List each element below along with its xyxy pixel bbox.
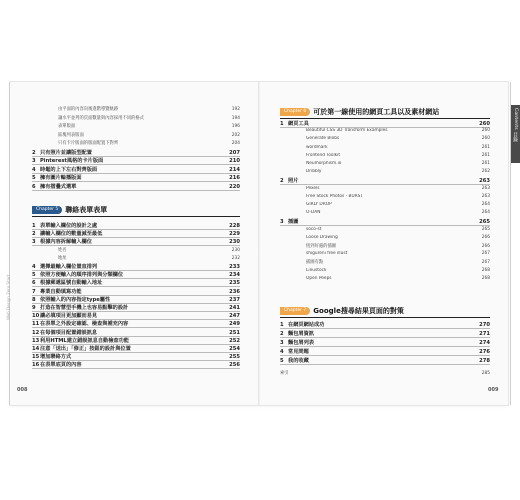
- toc-entry[interactable]: [32, 132, 240, 138]
- toc-entry-title: 只有卡片版面的版面配置下對齊: [58, 141, 119, 146]
- toc-entry-title: 專業自動填寫功能: [40, 288, 82, 295]
- toc-entry-title: 增加聯絡方式: [40, 354, 72, 361]
- book-gutter: [258, 82, 260, 405]
- toc-entry[interactable]: [280, 321, 490, 328]
- toc-entry-title: 擁有摺疊式選單: [40, 183, 77, 190]
- toc-entry-page: 251: [229, 329, 240, 336]
- entry-underline: [280, 328, 490, 329]
- toc-entry-page: 230: [229, 239, 240, 246]
- toc-entry-page: 229: [229, 231, 240, 238]
- toc-entry[interactable]: [32, 337, 240, 344]
- toc-entry-number: 7: [32, 288, 36, 295]
- toc-entry-page: 254: [229, 346, 240, 352]
- contents-side-tab: [511, 105, 520, 163]
- toc-entry-number: 6: [32, 280, 36, 287]
- toc-entry-title: 時髦的上下左右對齊版面: [40, 166, 98, 173]
- toc-entry-page: 268: [481, 267, 490, 273]
- toc-entry-number: 2: [280, 331, 284, 337]
- toc-entry-page: 194: [231, 115, 240, 121]
- chapter-title: Google搜尋結果頁面的對策: [313, 306, 404, 315]
- toc-entry-page: 235: [229, 280, 240, 287]
- toc-entry-page: 233: [229, 264, 240, 270]
- toc-entry-page: 249: [229, 321, 240, 328]
- toc-entry-page: 220: [229, 183, 240, 190]
- entry-underline: [280, 364, 490, 365]
- toc-entry[interactable]: [280, 251, 490, 256]
- toc-entry[interactable]: [32, 174, 240, 181]
- chapter-heading: [280, 106, 490, 117]
- toc-entry-page: 247: [229, 313, 240, 320]
- toc-entry[interactable]: [32, 255, 240, 261]
- toc-entry[interactable]: [280, 218, 490, 225]
- entry-underline: [32, 368, 240, 369]
- toc-entry[interactable]: [280, 357, 490, 364]
- toc-entry-page: 204: [231, 141, 240, 146]
- toc-entry-title: 讓水平並列的頁面數量與內容採用不同的格式: [58, 115, 144, 121]
- toc-entry-title: 插圖有點: [306, 260, 324, 266]
- toc-entry[interactable]: [32, 329, 240, 336]
- toc-entry[interactable]: [32, 115, 240, 121]
- toc-entry-title: Neumorphism.io: [306, 161, 342, 166]
- toc-entry-number: 8: [32, 296, 36, 303]
- toc-entry[interactable]: [32, 230, 240, 237]
- toc-entry-title: 常見問題: [288, 349, 309, 355]
- toc-entry[interactable]: [280, 169, 490, 174]
- toc-entry-page: 261: [481, 161, 490, 166]
- right-page-number: 009: [488, 387, 499, 393]
- toc-entry-number: 4: [32, 166, 36, 173]
- toc-entry-title: 利用HTML建立錯誤訊息自動檢查功能: [40, 337, 129, 344]
- toc-entry-title: 根據郵遞區號自動輸入地址: [40, 280, 103, 287]
- toc-entry-page: 264: [481, 202, 490, 207]
- toc-entry-number: 15: [32, 354, 40, 361]
- toc-entry-number: 12: [32, 329, 40, 336]
- toc-entry[interactable]: [32, 296, 240, 303]
- chapter-heading: [280, 305, 490, 316]
- toc-entry-title: 由平面的內容向後進階導覽軌跡: [58, 107, 119, 112]
- toc-entry[interactable]: [280, 128, 490, 133]
- toc-entry-page: 234: [229, 272, 240, 279]
- toc-entry-number: 4: [280, 349, 284, 355]
- toc-entry-title: Dribbly: [306, 169, 322, 175]
- toc-entry-number: 6: [32, 183, 36, 190]
- toc-entry[interactable]: [280, 268, 490, 273]
- contents-tab-en: Contents: [513, 108, 518, 130]
- toc-entry-title: 區塊列表版面: [58, 132, 84, 138]
- toc-entry-title: 表單輸入欄位的設計之處: [40, 223, 98, 229]
- toc-entry-number: 4: [32, 264, 36, 270]
- toc-entry[interactable]: [32, 263, 240, 270]
- toc-entry-title: 姓名: [58, 247, 67, 253]
- toc-entry-title: Loose Drawing: [306, 234, 338, 240]
- toc-entry-title: 在表單之外設定確認、檢查與補充內容: [40, 321, 129, 328]
- toc-entry-title: 插圖: [288, 219, 299, 226]
- toc-entry-title: 表單版面: [58, 124, 76, 129]
- toc-entry-page: 207: [229, 149, 240, 156]
- toc-entry[interactable]: [32, 353, 240, 360]
- toc-entry-title: 只有照片並讓版型配置: [40, 149, 92, 156]
- toc-entry-title: Open Peeps: [306, 275, 332, 281]
- toc-entry[interactable]: [32, 140, 240, 146]
- toc-entry-number: 3: [280, 219, 284, 226]
- toc-entry[interactable]: [280, 145, 490, 150]
- toc-entry-page: 266: [481, 244, 490, 249]
- entry-underline: [280, 346, 490, 347]
- toc-entry-page: 261: [481, 144, 490, 150]
- toc-entry-page: 262: [481, 169, 490, 175]
- toc-entry-title: 擁有圖片輪播版面: [40, 175, 82, 181]
- toc-entry-number: 5: [32, 175, 36, 181]
- toc-entry[interactable]: [32, 222, 240, 229]
- toc-entry-page: 256: [229, 362, 240, 369]
- toc-entry-title: 選擇最輸入欄位置直排列: [40, 264, 98, 270]
- toc-entry-title: 照片: [288, 178, 299, 185]
- toc-entry[interactable]: [32, 183, 240, 190]
- toc-entry-title: 讓必填項目更加顯而易見: [40, 313, 98, 320]
- toc-entry[interactable]: [280, 339, 490, 346]
- toc-entry-page: 271: [479, 331, 490, 337]
- toc-entry-title: soco-st: [306, 226, 322, 232]
- toc-entry-number: 16: [32, 362, 40, 369]
- toc-entry-number: 1: [280, 322, 284, 328]
- toc-entry-page: 265: [479, 219, 490, 226]
- toc-entry-number: 14: [32, 346, 40, 352]
- toc-entry-page: 263: [481, 193, 490, 199]
- toc-entry-number: 1: [32, 223, 36, 229]
- toc-entry[interactable]: [280, 194, 490, 199]
- toc-entry-title: GIRLY DROP: [306, 202, 332, 207]
- toc-entry-page: 192: [231, 107, 240, 112]
- toc-entry[interactable]: [280, 243, 490, 249]
- toc-entry[interactable]: [280, 153, 490, 158]
- toc-entry-page: 228: [229, 223, 240, 229]
- toc-entry[interactable]: [280, 177, 490, 184]
- toc-entry-page: 202: [231, 132, 240, 138]
- left-page-number: 008: [17, 387, 28, 393]
- toc-entry[interactable]: [32, 247, 240, 253]
- chapter-rule: [280, 118, 490, 119]
- toc-entry[interactable]: [280, 186, 490, 191]
- toc-entry-title: 麵包屑資訊: [288, 331, 314, 337]
- toc-entry-title: Generate Blobs: [306, 136, 340, 142]
- toc-entry[interactable]: [32, 345, 240, 352]
- toc-entry[interactable]: [280, 330, 490, 337]
- toc-entry-page: 266: [481, 234, 490, 240]
- toc-entry[interactable]: [32, 149, 240, 156]
- toc-entry-page: 264: [481, 210, 490, 216]
- toc-entry[interactable]: [280, 348, 490, 355]
- toc-entry-number: 13: [32, 337, 40, 344]
- toc-entry-page: 260: [481, 128, 490, 134]
- chapter-title: 聯絡表單表單: [65, 205, 108, 214]
- toc-entry-title: 麵包屑列表: [288, 340, 314, 346]
- toc-entry[interactable]: [32, 123, 240, 129]
- toc-entry-title: shigureni free illust: [306, 251, 348, 257]
- toc-entry[interactable]: [280, 259, 490, 265]
- chapter-badge: Chapter 6: [280, 108, 310, 116]
- toc-entry[interactable]: [32, 361, 240, 368]
- toc-entry-page: 263: [481, 185, 490, 191]
- toc-entry-number: 3: [32, 239, 36, 246]
- toc-entry-number: 9: [32, 305, 36, 311]
- entry-underline: [280, 355, 490, 356]
- toc-entry-title: 打造在智慧型手機上也容易點擊的設計: [40, 305, 129, 311]
- toc-entry-page: 230: [231, 247, 240, 253]
- toc-entry[interactable]: [32, 166, 240, 173]
- toc-entry[interactable]: [32, 157, 240, 164]
- toc-entry-number: 11: [32, 321, 40, 328]
- toc-entry-page: 265: [481, 226, 490, 232]
- toc-entry-number: 3: [32, 158, 36, 164]
- toc-entry[interactable]: [32, 271, 240, 278]
- index-page: 285: [481, 371, 490, 376]
- toc-entry-title: Beautiful CSS 3D Transform Examples: [306, 128, 388, 134]
- toc-entry-number: 5: [32, 272, 36, 279]
- toc-entry-number: 5: [280, 358, 284, 364]
- toc-entry-title: Frontend Toolkit: [306, 152, 341, 158]
- toc-entry-title: 讓輸入欄位的數量減至最低: [40, 231, 103, 238]
- toc-entry-page: 261: [481, 152, 490, 158]
- toc-entry-title: Linustock: [306, 267, 327, 273]
- toc-entry[interactable]: [280, 120, 490, 127]
- toc-entry-title: 注意「送出」「修正」按鈕的設計與位置: [40, 346, 131, 352]
- toc-entry-title: Pinterest風格的卡片版面: [40, 158, 104, 164]
- toc-entry[interactable]: [32, 288, 240, 295]
- toc-entry-page: 252: [229, 337, 240, 344]
- chapter-rule: [280, 317, 490, 318]
- toc-entry-page: 237: [229, 296, 240, 303]
- toc-entry-number: 2: [280, 178, 284, 185]
- chapter-rule: [32, 216, 240, 217]
- toc-entry[interactable]: [32, 320, 240, 327]
- index-title: 索引: [280, 371, 289, 376]
- toc-entry[interactable]: [32, 238, 240, 245]
- toc-entry-title: Free Stock Photos - BURST: [306, 193, 363, 199]
- toc-entry-page: 263: [479, 178, 490, 185]
- toc-entry[interactable]: [32, 106, 240, 112]
- toc-entry-title: O-DAN: [306, 210, 321, 216]
- toc-entry[interactable]: [280, 235, 490, 240]
- toc-entry-title: 根據內容拆解輸入欄位: [40, 239, 92, 246]
- toc-entry-title: wordmark: [306, 144, 328, 150]
- toc-entry-page: 270: [479, 322, 490, 328]
- toc-entry-title: 在網頁網站成功: [288, 322, 325, 328]
- toc-entry-page: 216: [229, 175, 240, 181]
- toc-entry-title: 依照方便輸入的順序排列與分類欄位: [40, 272, 124, 279]
- toc-entry-page: 196: [231, 124, 240, 129]
- toc-entry-number: 2: [32, 149, 36, 156]
- toc-entry[interactable]: [280, 161, 490, 166]
- entry-underline: [32, 190, 240, 191]
- toc-entry-page: 232: [231, 255, 240, 261]
- toc-entry-page: 260: [479, 121, 490, 127]
- toc-entry-page: 236: [229, 288, 240, 295]
- toc-entry[interactable]: [280, 210, 490, 215]
- toc-entry-page: 278: [479, 358, 490, 364]
- toc-entry-page: 268: [481, 275, 490, 281]
- toc-entry-title: 依照輸入的內容指定type屬性: [40, 296, 111, 303]
- toc-entry-number: 3: [280, 340, 284, 346]
- toc-entry-title: Pexels: [306, 185, 320, 191]
- toc-entry-page: 267: [481, 251, 490, 257]
- toc-entry-number: 2: [32, 231, 36, 238]
- toc-entry-page: 274: [479, 340, 490, 346]
- toc-entry-title: 網頁工具: [288, 121, 309, 127]
- toc-entry-number: 10: [32, 313, 40, 320]
- toc-entry[interactable]: [32, 312, 240, 319]
- toc-entry[interactable]: [32, 304, 240, 311]
- toc-entry-page: 260: [481, 136, 490, 142]
- chapter-badge: Chapter 5: [32, 206, 62, 214]
- toc-entry-page: 241: [229, 305, 240, 311]
- toc-entry-title: 地址: [58, 255, 67, 261]
- entry-underline: [280, 337, 490, 338]
- toc-entry-title: 在每個項目配置錯誤訊息: [40, 329, 98, 336]
- toc-entry[interactable]: [280, 202, 490, 207]
- toc-entry[interactable]: [280, 227, 490, 232]
- index-entry[interactable]: [280, 370, 490, 376]
- contents-tab-zh: 目錄: [512, 131, 518, 142]
- toc-entry-page: 276: [479, 349, 490, 355]
- toc-entry[interactable]: [32, 279, 240, 286]
- toc-entry-title: 恆到好處的插圖: [306, 244, 337, 249]
- toc-entry-number: 1: [280, 121, 284, 127]
- chapter-title: 可於第一線使用的網頁工具以及素材網站: [313, 107, 440, 116]
- toc-entry[interactable]: [280, 276, 490, 281]
- chapter-heading: [32, 204, 240, 215]
- toc-entry-title: 在表單底頁的內容: [40, 362, 82, 369]
- toc-entry-page: 267: [481, 260, 490, 266]
- toc-entry[interactable]: [280, 136, 490, 141]
- toc-entry-title: 我的收藏: [288, 358, 309, 364]
- spine-text: Web Design Zero Start: [6, 274, 11, 320]
- toc-entry-page: 210: [229, 158, 240, 164]
- toc-entry-page: 214: [229, 166, 240, 173]
- toc-entry-page: 255: [229, 354, 240, 361]
- chapter-badge: Chapter 7: [280, 307, 310, 315]
